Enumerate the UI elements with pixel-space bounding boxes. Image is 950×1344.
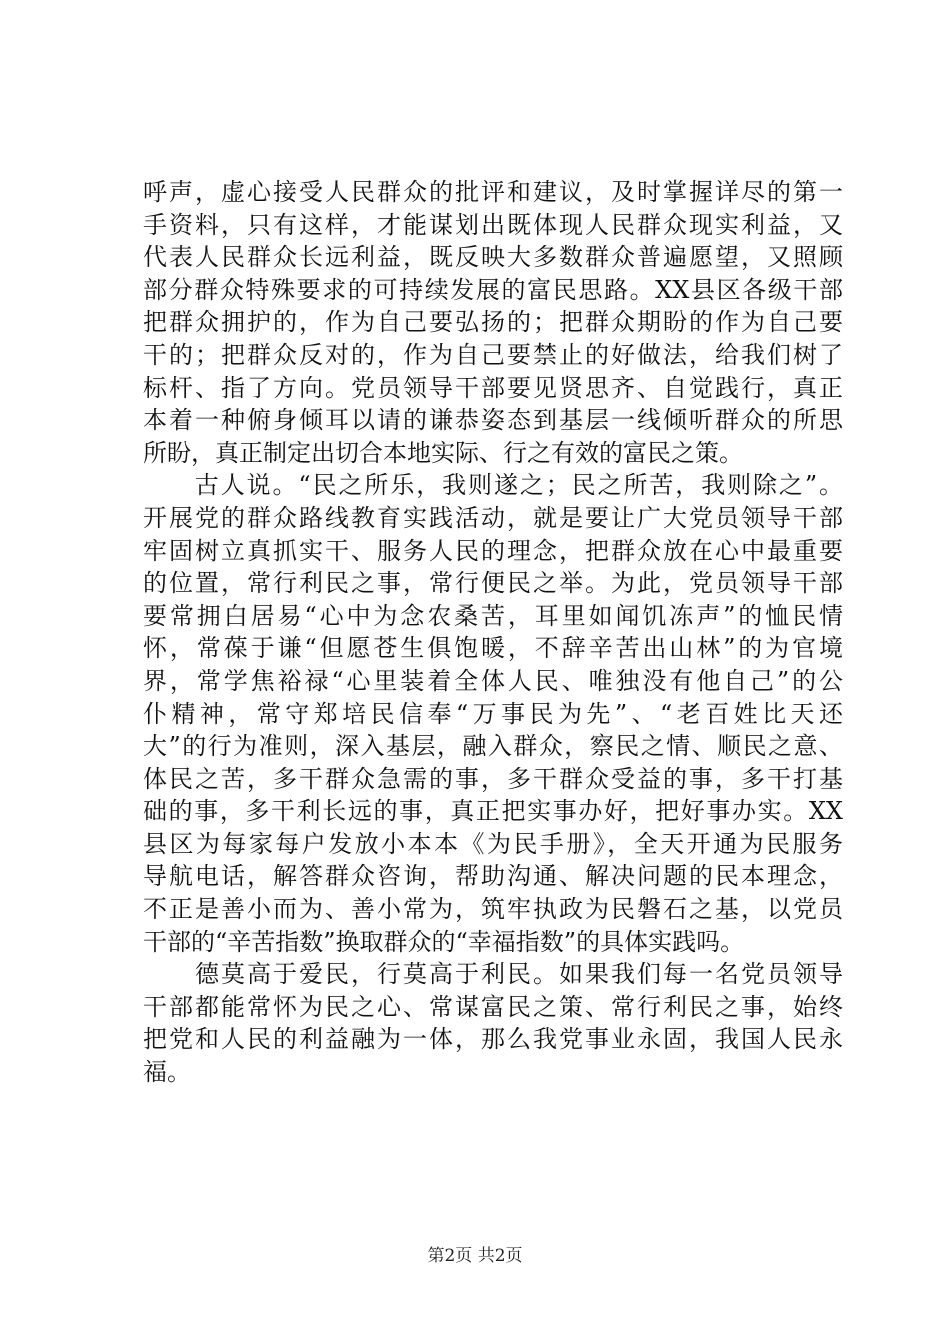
text-line: 大”的行为准则，深入基层，融入群众，察民之情、顺民之意、 xyxy=(143,732,843,761)
text-line: 代表人民群众长远利益，既反映大多数群众普遍愿望，又照顾 xyxy=(143,243,843,272)
text-line: 界，常学焦裕禄“心里装着全体人民、唯独没有他自己”的公 xyxy=(143,666,843,695)
text-line: 怀，常葆于谦“但愿苍生俱饱暖，不辞辛苦出山林”的为官境 xyxy=(143,634,843,663)
text-line: 德莫高于爱民，行莫高于利民。如果我们每一名党员领导 xyxy=(143,960,843,989)
text-line: 福。 xyxy=(143,1058,191,1087)
text-line: 导航电话，解答群众咨询，帮助沟通、解决问题的民本理念， xyxy=(143,862,843,891)
text-line: 干的；把群众反对的，作为自己要禁止的好做法，给我们树了 xyxy=(143,340,843,369)
text-line: 呼声，虚心接受人民群众的批评和建议，及时掌握详尽的第一 xyxy=(143,178,843,206)
text-line: 把党和人民的利益融为一体，那么我党事业永固，我国人民永 xyxy=(143,1025,843,1054)
text-line: 干部的“辛苦指数”换取群众的“幸福指数”的具体实践吗。 xyxy=(143,927,745,956)
text-line: 的位置，常行利民之事，常行便民之举。为此，党员领导干部 xyxy=(143,569,843,598)
text-line: 把群众拥护的，作为自己要弘扬的；把群众期盼的作为自己要 xyxy=(143,308,843,337)
text-line: 仆精神，常守郑培民信奉“万事民为先”、“老百姓比天还 xyxy=(143,699,843,728)
text-line: 标杆、指了方向。党员领导干部要见贤思齐、自觉践行，真正 xyxy=(143,373,843,402)
page-number-footer: 第2页 共2页 xyxy=(427,1246,523,1266)
text-line: 体民之苦，多干群众急需的事，多干群众受益的事，多干打基 xyxy=(143,764,843,793)
text-line: 古人说。“民之所乐，我则遂之；民之所苦，我则除之”。 xyxy=(143,471,843,500)
text-line: 部分群众特殊要求的可持续发展的富民思路。XX县区各级干部 xyxy=(143,275,843,304)
text-line: 干部都能常怀为民之心、常谋富民之策、常行利民之事，始终 xyxy=(143,992,843,1021)
text-line: 手资料，只有这样，才能谋划出既体现人民群众现实利益，又 xyxy=(143,210,843,239)
text-line: 所盼，真正制定出切合本地实际、行之有效的富民之策。 xyxy=(143,438,743,467)
text-line: 开展党的群众路线教育实践活动，就是要让广大党员领导干部 xyxy=(143,503,843,532)
text-line: 础的事，多干利长远的事，真正把实事办好，把好事办实。XX xyxy=(143,797,843,826)
text-line: 本着一种俯身倾耳以请的谦恭姿态到基层一线倾听群众的所思 xyxy=(143,406,843,435)
text-line: 牢固树立真抓实干、服务人民的理念，把群众放在心中最重要 xyxy=(143,536,843,565)
text-line: 不正是善小而为、善小常为，筑牢执政为民磐石之基，以党员 xyxy=(143,895,843,924)
text-line: 县区为每家每户发放小本本《为民手册》，全天开通为民服务 xyxy=(143,829,843,858)
text-line: 要常拥白居易“心中为念农桑苦，耳里如闻饥冻声”的恤民情 xyxy=(143,601,843,630)
body-text xyxy=(143,176,843,1089)
